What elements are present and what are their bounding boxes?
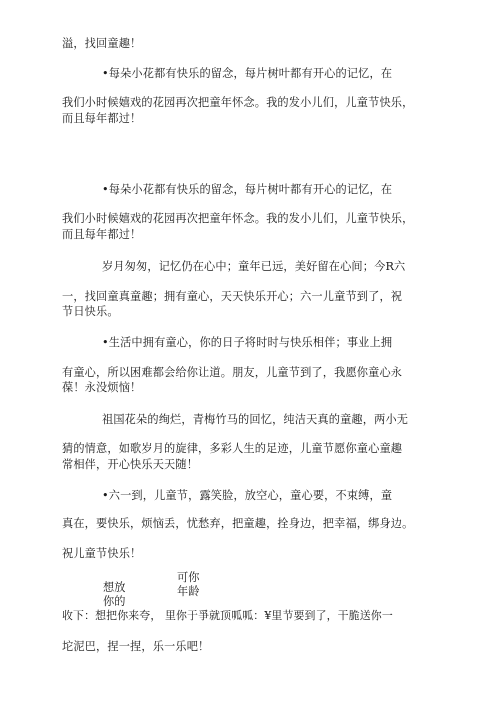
floating-label-right-top: 可你 bbox=[177, 571, 200, 584]
text-line: •每朵小花都有快乐的留念，每片树叶都有开心的记忆，在 bbox=[102, 67, 393, 80]
text-line: 常相伴，开心快乐天天随！ bbox=[62, 458, 199, 471]
text-line: •每朵小花都有快乐的留念，每片树叶都有开心的记忆，在 bbox=[102, 183, 393, 196]
floating-label-left-bottom: 你的 bbox=[103, 595, 126, 608]
text-line: 收下：想把你来夸， 里你于爭就顶呱呱：¥里节要到了，干脆送你一 bbox=[62, 609, 393, 622]
text-line: 祝儿童节快乐！ bbox=[62, 547, 142, 560]
text-line: 一，找回童真童趣；拥有童心，天天快乐开心；六一儿童节到了，祝 bbox=[62, 290, 403, 303]
text-line: 葆！永没烦恼！ bbox=[62, 381, 142, 394]
text-line: 我们小时候嬉戏的花园再次把童年怀念。我的发小儿们，儿童节快乐， bbox=[62, 212, 414, 225]
text-line: •生活中拥有童心，你的日子将时时与快乐相伴；事业上拥 bbox=[102, 336, 393, 349]
text-line: 节日快乐。 bbox=[62, 305, 119, 318]
text-line: 溢，找回童趣！ bbox=[62, 37, 142, 50]
floating-label-right-bottom: 年龄 bbox=[177, 585, 200, 598]
text-line: 祖国花朵的绚烂，青梅竹马的回忆，纯洁天真的童趣，两小无 bbox=[102, 413, 409, 426]
text-line: •六一到，儿童节，露笑脸，放空心，童心要，不束缚，童 bbox=[102, 489, 393, 502]
text-line: 真在，要快乐，烦恼丢，忧愁弃，把童趣，拴身边，把幸福，绑身边。 bbox=[62, 517, 414, 530]
text-line: 猜的情意，如歌岁月的旋律，多彩人生的足迹，儿童节愿你童心童趣 bbox=[62, 442, 403, 455]
text-line: 岁月匆匆，记忆仍在心中；童年已远，美好留在心间；今R六 bbox=[102, 260, 406, 273]
text-line: 坨泥巴，捏一捏，乐一乐吧！ bbox=[62, 640, 210, 653]
text-line: 有童心，所以困难都会给你让道。朋友，儿童节到了，我愿你童心永 bbox=[62, 366, 403, 379]
text-line: 而且每年都过！ bbox=[62, 228, 142, 241]
floating-label-left-top: 想放 bbox=[103, 581, 126, 594]
text-line: 我们小时候嬉戏的花园再次把童年怀念。我的发小儿们，儿童节快乐， bbox=[62, 96, 414, 109]
text-line: 而且每年都过！ bbox=[62, 112, 142, 125]
